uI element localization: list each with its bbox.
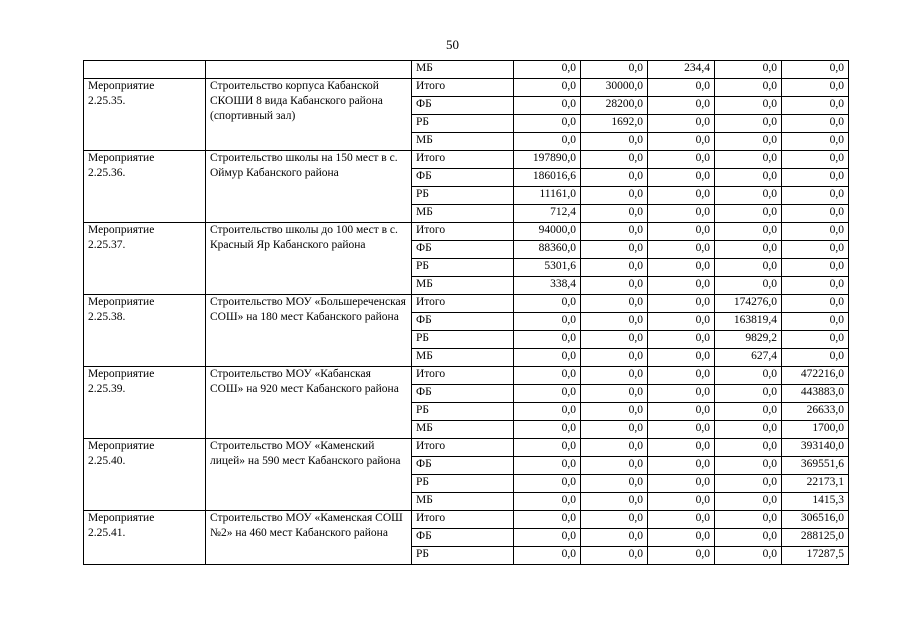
amount-cell: 0,0	[581, 331, 648, 349]
amount-cell: 9829,2	[715, 331, 782, 349]
empty-cell	[206, 61, 412, 79]
amount-cell: 0,0	[715, 187, 782, 205]
amount-cell: 0,0	[514, 61, 581, 79]
amount-cell: 0,0	[648, 403, 715, 421]
amount-cell: 0,0	[581, 457, 648, 475]
amount-cell: 88360,0	[514, 241, 581, 259]
amount-cell: 0,0	[782, 223, 849, 241]
amount-cell: 0,0	[581, 493, 648, 511]
measure-label: Мероприятие 2.25.35.	[84, 79, 206, 151]
funding-source-cell: Итого	[412, 367, 514, 385]
amount-cell: 0,0	[782, 331, 849, 349]
amount-cell: 0,0	[514, 97, 581, 115]
amount-cell: 0,0	[715, 439, 782, 457]
amount-cell: 0,0	[581, 187, 648, 205]
funding-source-cell: МБ	[412, 349, 514, 367]
amount-cell: 0,0	[581, 403, 648, 421]
page-number: 50	[446, 37, 459, 52]
measure-description: Строительство школы до 100 мест в с. Красный Яр Кабанского района	[206, 223, 412, 295]
amount-cell: 0,0	[715, 421, 782, 439]
amount-cell: 0,0	[648, 529, 715, 547]
amount-cell: 0,0	[782, 133, 849, 151]
amount-cell: 0,0	[648, 421, 715, 439]
amount-cell: 0,0	[581, 259, 648, 277]
amount-cell: 94000,0	[514, 223, 581, 241]
amount-cell: 0,0	[648, 511, 715, 529]
funding-source-cell: РБ	[412, 403, 514, 421]
measure-label: Мероприятие 2.25.36.	[84, 151, 206, 223]
measure-description: Строительство корпуса Кабанской СКОШИ 8 вида Кабанского района (спортивный зал)	[206, 79, 412, 151]
amount-cell: 0,0	[581, 313, 648, 331]
amount-cell: 0,0	[715, 97, 782, 115]
amount-cell: 0,0	[514, 457, 581, 475]
amount-cell: 0,0	[715, 133, 782, 151]
funding-source-cell: МБ	[412, 277, 514, 295]
amount-cell: 26633,0	[782, 403, 849, 421]
measure-label: Мероприятие 2.25.40.	[84, 439, 206, 511]
funding-source-cell: МБ	[412, 61, 514, 79]
funding-source-cell: РБ	[412, 187, 514, 205]
amount-cell: 0,0	[648, 385, 715, 403]
amount-cell: 0,0	[782, 277, 849, 295]
amount-cell: 234,4	[648, 61, 715, 79]
amount-cell: 0,0	[648, 187, 715, 205]
funding-table	[83, 60, 849, 565]
amount-cell: 0,0	[648, 259, 715, 277]
amount-cell: 0,0	[782, 295, 849, 313]
amount-cell: 0,0	[648, 331, 715, 349]
amount-cell: 0,0	[648, 241, 715, 259]
funding-source-cell: РБ	[412, 331, 514, 349]
amount-cell: 0,0	[715, 241, 782, 259]
funding-source-cell: РБ	[412, 115, 514, 133]
funding-source-cell: Итого	[412, 295, 514, 313]
amount-cell: 0,0	[782, 115, 849, 133]
amount-cell: 17287,5	[782, 547, 849, 565]
amount-cell: 0,0	[648, 475, 715, 493]
amount-cell: 369551,6	[782, 457, 849, 475]
amount-cell: 0,0	[715, 475, 782, 493]
amount-cell: 0,0	[581, 169, 648, 187]
amount-cell: 1692,0	[581, 115, 648, 133]
amount-cell: 712,4	[514, 205, 581, 223]
amount-cell: 0,0	[648, 133, 715, 151]
amount-cell: 0,0	[648, 277, 715, 295]
funding-source-cell: МБ	[412, 133, 514, 151]
amount-cell: 0,0	[715, 205, 782, 223]
amount-cell: 0,0	[648, 97, 715, 115]
funding-source-cell: МБ	[412, 205, 514, 223]
amount-cell: 0,0	[648, 457, 715, 475]
funding-source-cell: МБ	[412, 493, 514, 511]
amount-cell: 0,0	[715, 367, 782, 385]
funding-source-cell: РБ	[412, 475, 514, 493]
measure-label: Мероприятие 2.25.38.	[84, 295, 206, 367]
measure-label: Мероприятие 2.25.39.	[84, 367, 206, 439]
amount-cell: 0,0	[514, 475, 581, 493]
amount-cell: 0,0	[514, 349, 581, 367]
amount-cell: 0,0	[715, 223, 782, 241]
amount-cell: 0,0	[715, 259, 782, 277]
amount-cell: 0,0	[648, 205, 715, 223]
amount-cell: 393140,0	[782, 439, 849, 457]
amount-cell: 0,0	[581, 421, 648, 439]
empty-cell	[84, 61, 206, 79]
amount-cell: 1415,3	[782, 493, 849, 511]
amount-cell: 0,0	[514, 439, 581, 457]
amount-cell: 22173,1	[782, 475, 849, 493]
amount-cell: 0,0	[581, 61, 648, 79]
amount-cell: 0,0	[715, 403, 782, 421]
amount-cell: 1700,0	[782, 421, 849, 439]
amount-cell: 0,0	[782, 61, 849, 79]
funding-source-cell: Итого	[412, 151, 514, 169]
amount-cell: 0,0	[715, 493, 782, 511]
measure-description: Строительство МОУ «Кабанская СОШ» на 920 мест Кабанского района	[206, 367, 412, 439]
amount-cell: 0,0	[715, 547, 782, 565]
amount-cell: 0,0	[581, 349, 648, 367]
amount-cell: 0,0	[648, 439, 715, 457]
measure-description: Строительство школы на 150 мест в с. Оймур Кабанского района	[206, 151, 412, 223]
amount-cell: 0,0	[581, 385, 648, 403]
amount-cell: 0,0	[715, 151, 782, 169]
amount-cell: 174276,0	[715, 295, 782, 313]
amount-cell: 0,0	[648, 313, 715, 331]
amount-cell: 0,0	[648, 115, 715, 133]
amount-cell: 0,0	[581, 223, 648, 241]
amount-cell: 0,0	[782, 205, 849, 223]
table-row	[84, 511, 849, 529]
amount-cell: 472216,0	[782, 367, 849, 385]
amount-cell: 0,0	[581, 547, 648, 565]
amount-cell: 0,0	[581, 367, 648, 385]
amount-cell: 0,0	[514, 313, 581, 331]
amount-cell: 0,0	[715, 277, 782, 295]
amount-cell: 0,0	[581, 439, 648, 457]
funding-source-cell: ФБ	[412, 457, 514, 475]
amount-cell: 0,0	[648, 349, 715, 367]
funding-source-cell: МБ	[412, 421, 514, 439]
amount-cell: 11161,0	[514, 187, 581, 205]
amount-cell: 0,0	[715, 511, 782, 529]
amount-cell: 0,0	[581, 241, 648, 259]
amount-cell: 0,0	[581, 295, 648, 313]
amount-cell: 0,0	[648, 79, 715, 97]
table-row	[84, 61, 849, 79]
amount-cell: 0,0	[648, 295, 715, 313]
amount-cell: 0,0	[715, 115, 782, 133]
amount-cell: 0,0	[782, 187, 849, 205]
amount-cell: 0,0	[514, 133, 581, 151]
measure-label: Мероприятие 2.25.41.	[84, 511, 206, 565]
amount-cell: 0,0	[782, 259, 849, 277]
amount-cell: 0,0	[715, 385, 782, 403]
amount-cell: 30000,0	[581, 79, 648, 97]
amount-cell: 0,0	[514, 331, 581, 349]
amount-cell: 0,0	[514, 403, 581, 421]
amount-cell: 306516,0	[782, 511, 849, 529]
amount-cell: 0,0	[514, 385, 581, 403]
amount-cell: 0,0	[648, 169, 715, 187]
amount-cell: 0,0	[648, 547, 715, 565]
funding-source-cell: Итого	[412, 511, 514, 529]
funding-source-cell: РБ	[412, 259, 514, 277]
amount-cell: 0,0	[782, 241, 849, 259]
amount-cell: 443883,0	[782, 385, 849, 403]
funding-source-cell: РБ	[412, 547, 514, 565]
amount-cell: 0,0	[514, 115, 581, 133]
amount-cell: 0,0	[514, 295, 581, 313]
table-row	[84, 295, 849, 313]
amount-cell: 0,0	[648, 367, 715, 385]
amount-cell: 0,0	[581, 133, 648, 151]
funding-source-cell: Итого	[412, 223, 514, 241]
amount-cell: 0,0	[715, 61, 782, 79]
measure-label: Мероприятие 2.25.37.	[84, 223, 206, 295]
amount-cell: 0,0	[514, 511, 581, 529]
amount-cell: 288125,0	[782, 529, 849, 547]
amount-cell: 0,0	[514, 547, 581, 565]
amount-cell: 0,0	[514, 367, 581, 385]
amount-cell: 197890,0	[514, 151, 581, 169]
amount-cell: 0,0	[715, 457, 782, 475]
table-row	[84, 79, 849, 97]
funding-source-cell: ФБ	[412, 169, 514, 187]
amount-cell: 0,0	[715, 529, 782, 547]
table-row	[84, 151, 849, 169]
amount-cell: 0,0	[648, 151, 715, 169]
amount-cell: 627,4	[715, 349, 782, 367]
amount-cell: 0,0	[581, 151, 648, 169]
table-row	[84, 223, 849, 241]
amount-cell: 0,0	[715, 79, 782, 97]
measure-description: Строительство МОУ «Каменский лицей» на 590 мест Кабанского района	[206, 439, 412, 511]
amount-cell: 0,0	[648, 493, 715, 511]
amount-cell: 0,0	[782, 349, 849, 367]
funding-source-cell: ФБ	[412, 97, 514, 115]
amount-cell: 0,0	[648, 223, 715, 241]
funding-source-cell: ФБ	[412, 241, 514, 259]
amount-cell: 338,4	[514, 277, 581, 295]
amount-cell: 0,0	[581, 511, 648, 529]
table-row	[84, 439, 849, 457]
amount-cell: 0,0	[514, 421, 581, 439]
funding-source-cell: ФБ	[412, 529, 514, 547]
amount-cell: 0,0	[715, 169, 782, 187]
amount-cell: 163819,4	[715, 313, 782, 331]
amount-cell: 0,0	[782, 313, 849, 331]
measure-description: Строительство МОУ «Большереченская СОШ» на 180 мест Кабанского района	[206, 295, 412, 367]
amount-cell: 0,0	[782, 169, 849, 187]
amount-cell: 5301,6	[514, 259, 581, 277]
amount-cell: 0,0	[581, 205, 648, 223]
amount-cell: 0,0	[514, 529, 581, 547]
amount-cell: 0,0	[514, 79, 581, 97]
funding-source-cell: Итого	[412, 439, 514, 457]
measure-description: Строительство МОУ «Каменская СОШ №2» на 460 мест Кабанского района	[206, 511, 412, 565]
amount-cell: 186016,6	[514, 169, 581, 187]
funding-source-cell: Итого	[412, 79, 514, 97]
funding-source-cell: ФБ	[412, 313, 514, 331]
amount-cell: 0,0	[581, 475, 648, 493]
amount-cell: 0,0	[514, 493, 581, 511]
amount-cell: 0,0	[782, 79, 849, 97]
amount-cell: 28200,0	[581, 97, 648, 115]
amount-cell: 0,0	[782, 151, 849, 169]
funding-source-cell: ФБ	[412, 385, 514, 403]
amount-cell: 0,0	[782, 97, 849, 115]
amount-cell: 0,0	[581, 529, 648, 547]
amount-cell: 0,0	[581, 277, 648, 295]
table-body	[84, 61, 849, 565]
table-row	[84, 367, 849, 385]
